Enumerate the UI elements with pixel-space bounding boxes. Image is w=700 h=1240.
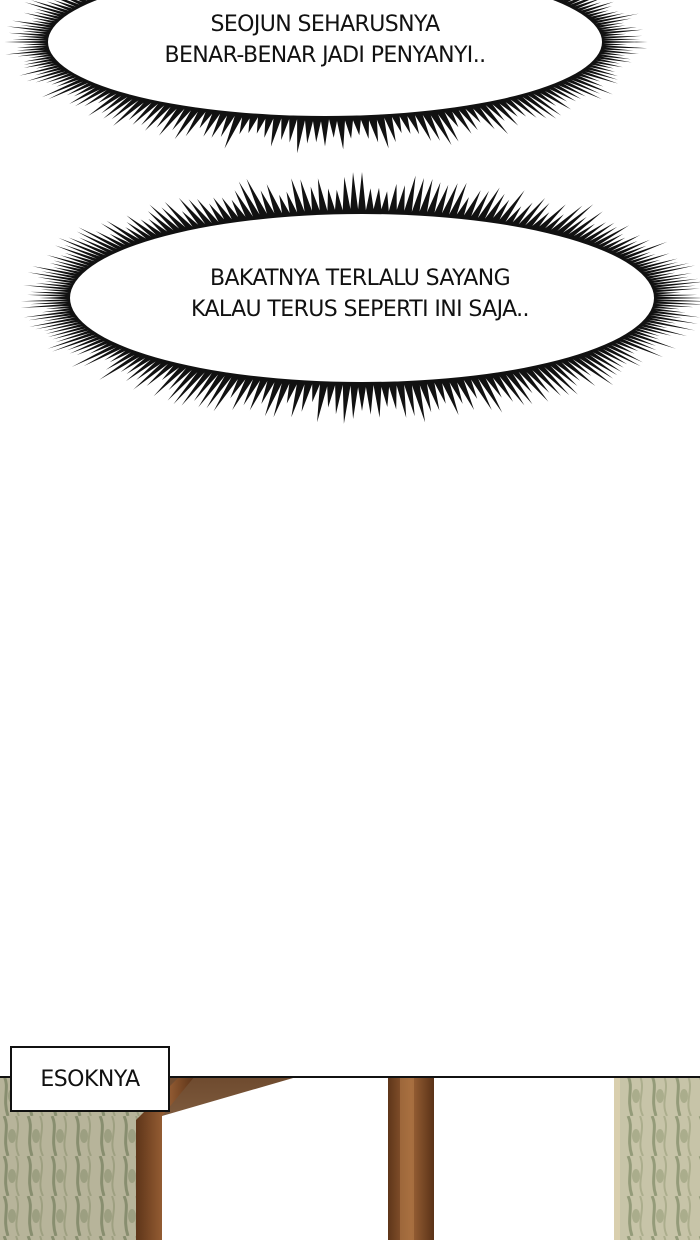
right-window: [434, 1076, 614, 1240]
bubble-2-line-2: KALAU TERUS SEPERTI INI SAJA..: [191, 297, 529, 322]
caption-box: [10, 1046, 170, 1112]
bubble-2-line-1: BAKATNYA TERLALU SAYANG: [209, 266, 511, 291]
bubble-1-line-2: BENAR-BENAR JADI PENYANYI..: [164, 43, 486, 68]
bubble-1-line-1: SEOJUN SEHARUSNYA: [210, 12, 440, 37]
caption-text: ESOKNYA: [40, 1066, 140, 1092]
right-wallpaper: [614, 1076, 700, 1240]
bubble-1-text: [95, 9, 555, 71]
bubble-2-text: [130, 263, 590, 325]
